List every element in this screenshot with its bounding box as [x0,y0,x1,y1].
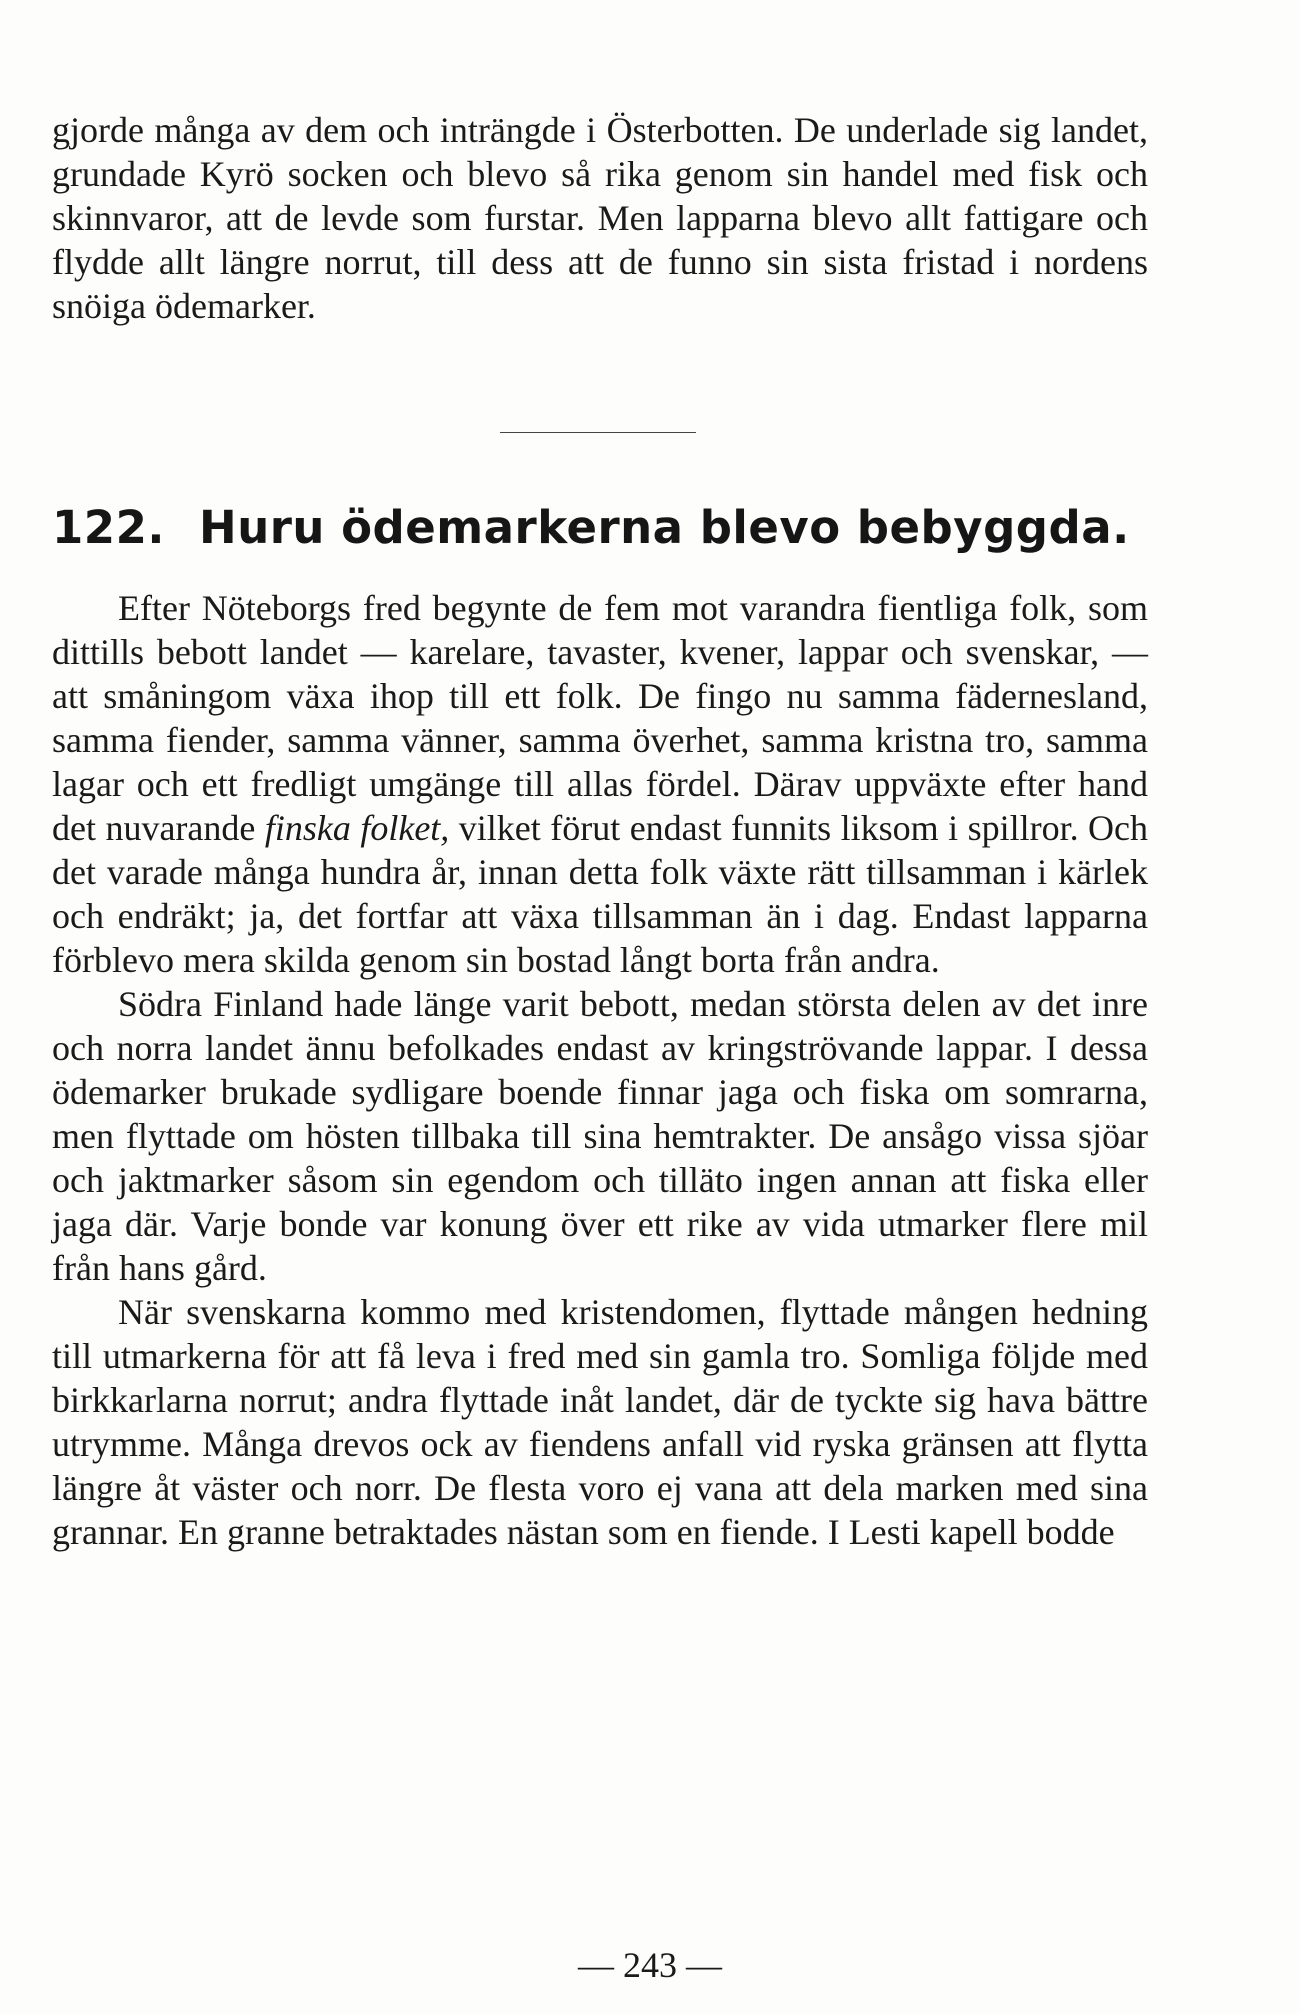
paragraph-1-start: Efter Nöteborgs fred begynte de fem mot varandra fientliga folk, som dittills bebott landet — karelare, tavaster, kvener, lappar och svenskar, — att småningom växa ihop till ett folk. De fingo nu samma fädernesland, samma fiender, samma vänner, samma överhet, samma kristna tro, samma lagar och ett fredligt umgänge till allas fördel. Därav uppväxte efter hand det nuvarande [52,588,1148,848]
paragraph-1-end: vilket förut endast funnits liksom i spillror. Och det varade många hundra år, innan detta folk växte rätt tillsamman i kärlek och endräkt; ja, det fortfar att växa tillsamman än i dag. Endast lapparna förblevo mera skilda genom sin bostad långt borta från andra. [52,808,1149,980]
section-heading [52,500,1148,556]
page-number: — 243 — [578,1945,722,1985]
top-text-block [52,108,1148,328]
section-title: Huru ödemarkerna blevo bebyggda. [199,501,1130,554]
paragraph-3: När svenskarna kommo med kristendomen, flyttade mången hedning till utmarkerna för att få leva i fred med sin gamla tro. Somliga följde med birkkarlarna norrut; andra flyttade inåt landet, där de tyckte sig hava bättre utrymme. Många drevos ock av fiendens anfall vid ryska gränsen att flytta längre åt väster och norr. De flesta voro ej vana att dela marken med sina grannar. En granne betraktades nästan som en fiende. I Lesti kapell bodde [52,1292,1148,1552]
section-divider [500,432,696,433]
continued-paragraph: gjorde många av dem och inträngde i Österbotten. De underlade sig landet, grundade Kyrö socken och blevo så rika genom sin handel med fisk och skinnvaror, att de levde som furstar. Men lapparna blevo allt fattigare och flydde allt längre norrut, till dess att de funno sin sista fristad i nordens snöiga ödemarker. [52,110,1148,326]
section-body [52,586,1148,1554]
paragraph-2: Södra Finland hade länge varit bebott, medan största delen av det inre och norra landet ännu befolkades endast av kringströvande lappar. I dessa ödemarker brukade sydligare boende finnar jaga och fiska om somrarna, men flyttade om hösten tillbaka till sina hemtrakter. De ansågo vissa sjöar och jaktmarker såsom sin egendom och tilläto ingen annan att fiska eller jaga där. Varje bonde var konung över ett rike av vida utmarker flere mil från hans gård. [52,984,1148,1288]
paragraph-1 [52,586,1148,982]
section-number: 122. [52,501,166,554]
paragraph-1-emphasis: finska folket, [264,808,450,848]
